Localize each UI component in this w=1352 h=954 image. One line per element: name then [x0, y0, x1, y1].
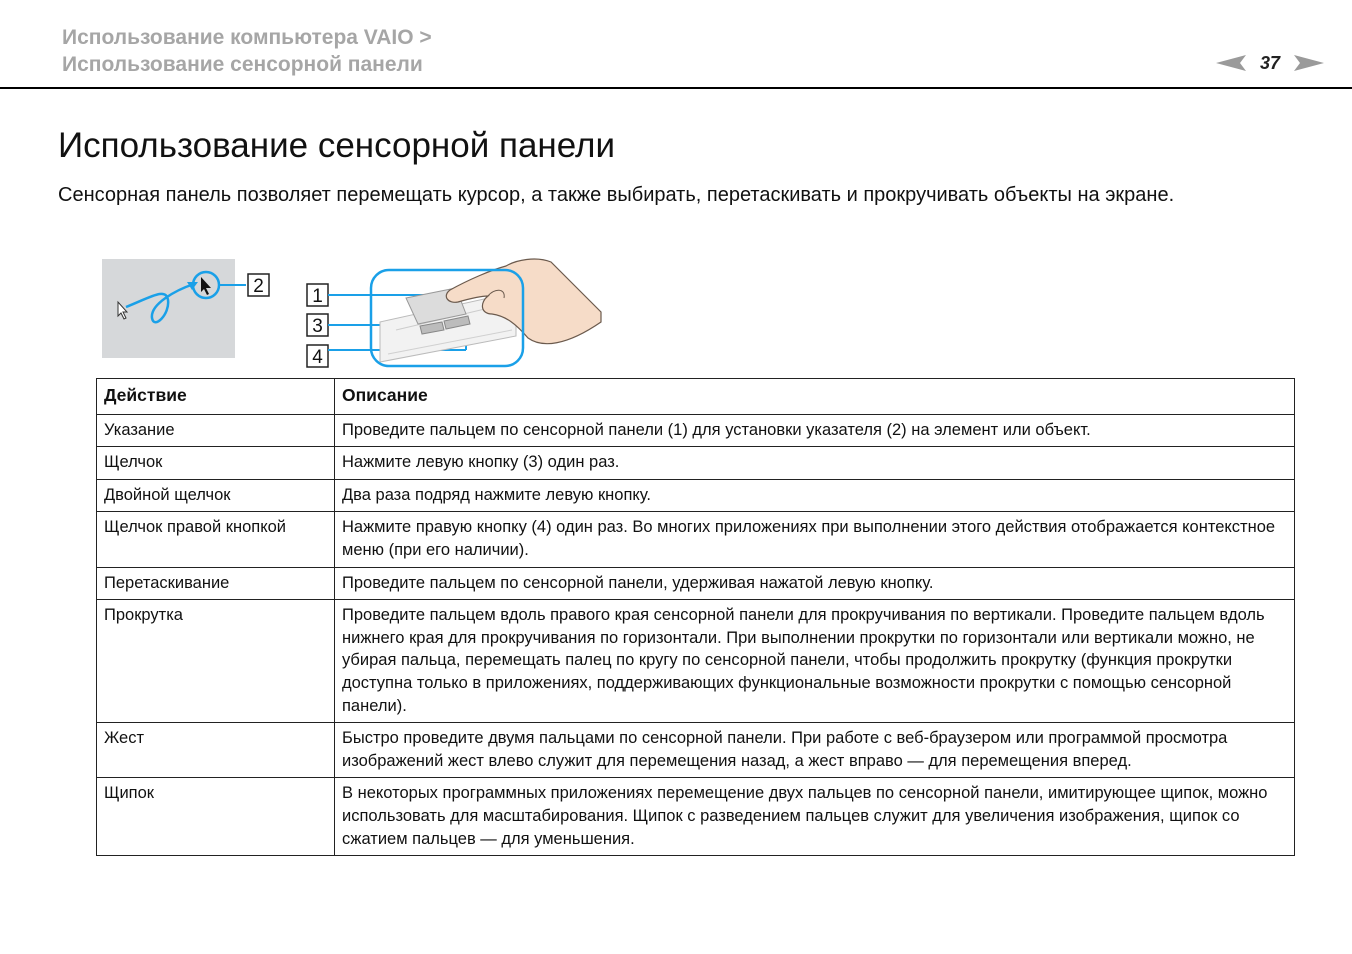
touchpad-actions-table — [96, 378, 1295, 856]
description-cell: В некоторых программных приложениях перемещение двух пальцев по сенсорной панели, имитирующее щипок, можно использовать для масштабирования. Щипок с разведением пальцев служит для увеличения изображения, щипок со сжатием пальцев — для уменьшения. — [335, 778, 1295, 856]
description-cell: Проведите пальцем вдоль правого края сенсорной панели для прокручивания по вертикали. Проведите пальцем вдоль нижнего края для прокручивания по горизонтали. При выполнении прокрутки по горизонтали или вертикали можно, не убирая пальца, перемещать палец по кругу по сенсорной панели, чтобы продолжить прокрутку (функция прокрутки доступна только в приложениях, поддерживающих функциональные возможности прокрутки с помощью сенсорной панели). — [335, 600, 1295, 723]
intro-paragraph: Сенсорная панель позволяет перемещать курсор, а также выбирать, перетаскивать и прокручивать объекты на экране. — [58, 184, 1175, 206]
table-row — [97, 447, 1295, 480]
callout-2-label: 2 — [253, 276, 264, 297]
table-row — [97, 778, 1295, 856]
action-cell: Прокрутка — [97, 600, 335, 723]
table-header-row — [97, 379, 1295, 415]
action-cell: Двойной щелчок — [97, 479, 335, 512]
page-title: Использование сенсорной панели — [58, 126, 616, 165]
table-row — [97, 414, 1295, 447]
breadcrumb-line-1: Использование компьютера VAIO > — [62, 26, 432, 49]
page-navigation — [1216, 50, 1324, 76]
action-cell: Указание — [97, 414, 335, 447]
header-divider — [0, 87, 1352, 89]
description-cell: Быстро проведите двумя пальцами по сенсорной панели. При работе с веб-браузером или программой просмотра изображений жест влево служит для перемещения назад, а жест вправо — для перемещения вперед. — [335, 723, 1295, 778]
description-cell: Нажмите левую кнопку (3) один раз. — [335, 447, 1295, 480]
action-cell: Щелчок — [97, 447, 335, 480]
page-number: 37 — [1259, 52, 1280, 73]
callout-4-label: 4 — [312, 347, 323, 368]
next-page-arrow-icon[interactable] — [1294, 55, 1324, 71]
table-row — [97, 512, 1295, 567]
column-header-description: Описание — [335, 379, 1295, 415]
callout-3-label: 3 — [312, 316, 323, 337]
touchpad-illustration — [96, 252, 616, 372]
table-row — [97, 479, 1295, 512]
action-cell: Жест — [97, 723, 335, 778]
table-row — [97, 723, 1295, 778]
action-cell: Щипок — [97, 778, 335, 856]
breadcrumb-line-2: Использование сенсорной панели — [62, 53, 423, 76]
description-cell: Два раза подряд нажмите левую кнопку. — [335, 479, 1295, 512]
description-cell: Нажмите правую кнопку (4) один раз. Во многих приложениях при выполнении этого действия отображается контекстное меню (при его наличии). — [335, 512, 1295, 567]
column-header-action: Действие — [97, 379, 335, 415]
description-cell: Проведите пальцем по сенсорной панели (1) для установки указателя (2) на элемент или объект. — [335, 414, 1295, 447]
action-cell: Щелчок правой кнопкой — [97, 512, 335, 567]
callout-1-label: 1 — [312, 286, 323, 307]
table-row — [97, 567, 1295, 600]
breadcrumb — [62, 24, 432, 78]
description-cell: Проведите пальцем по сенсорной панели, удерживая нажатой левую кнопку. — [335, 567, 1295, 600]
previous-page-arrow-icon[interactable] — [1216, 55, 1246, 71]
action-cell: Перетаскивание — [97, 567, 335, 600]
table-row — [97, 600, 1295, 723]
